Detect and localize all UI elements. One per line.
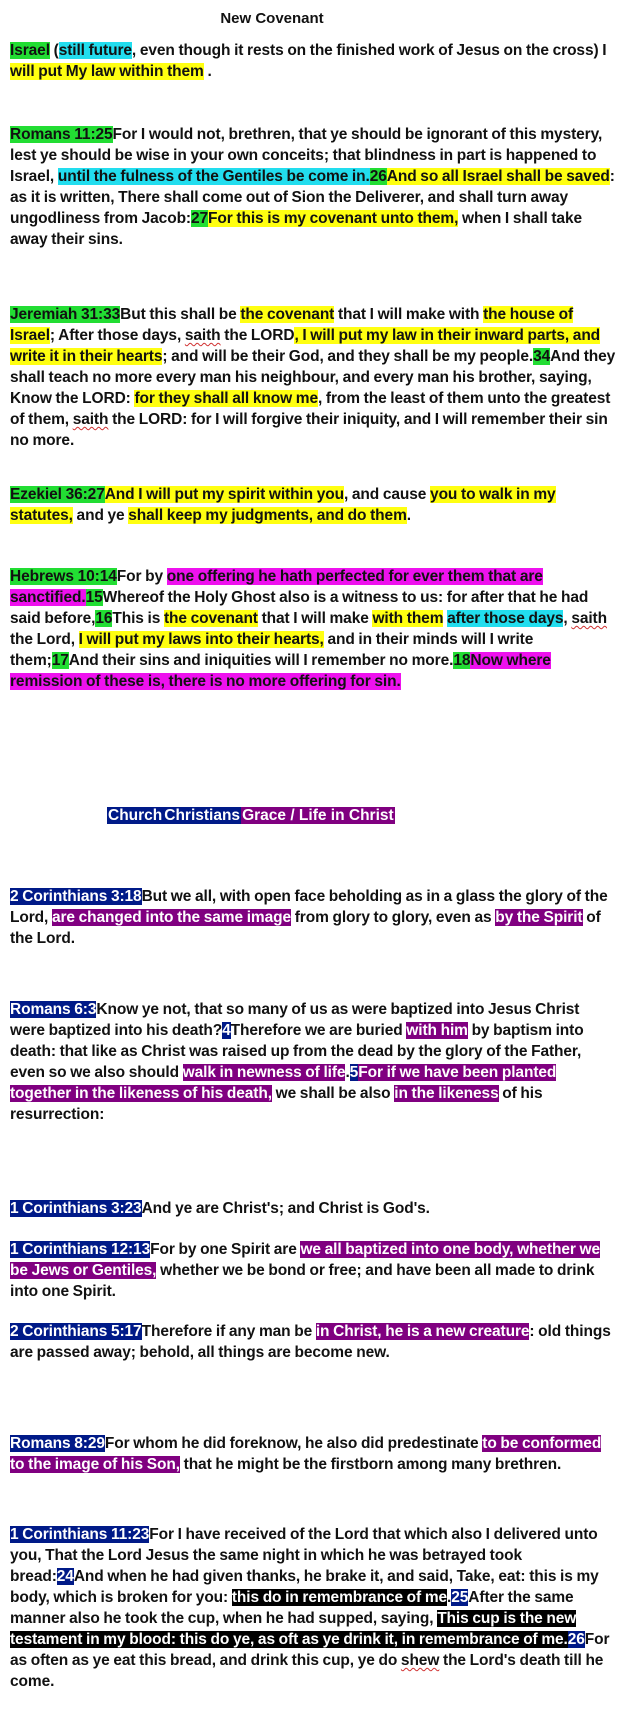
text: For by bbox=[116, 568, 167, 585]
romans-8-29-passage bbox=[10, 1433, 616, 1475]
verse-reference: 2 Corinthians 5:17 bbox=[10, 1323, 142, 1340]
text: Therefore we are buried bbox=[230, 1022, 407, 1039]
highlight: to be conformed to the image of his Son, bbox=[10, 1435, 602, 1473]
text: And their sins and iniquities will I remember no more. bbox=[68, 652, 454, 669]
text: . bbox=[345, 1064, 350, 1081]
text: by baptism into death: that like as Christ was raised up from the dead by the glory of the Father, even so we also should bbox=[10, 1022, 584, 1081]
verse-reference: 1 Corinthians 12:13 bbox=[10, 1241, 151, 1258]
verse-number: 34 bbox=[533, 348, 551, 365]
text: saith bbox=[72, 411, 109, 428]
text: the LORD bbox=[220, 327, 295, 344]
verse-reference: Ezekiel 36:27 bbox=[10, 486, 105, 503]
verse-reference: Romans 6:3 bbox=[10, 1001, 97, 1018]
highlight: And I will put my spirit within you bbox=[104, 486, 344, 503]
text: For I would not, brethren, that ye should be ignorant of this mystery, lest ye should be wise in your own conceits; that blindness in part is happened to Israel, bbox=[10, 126, 603, 185]
highlight: This cup is the new testament in my blood: this do ye, as oft as ye drink it, in remembrance of me. bbox=[10, 1610, 577, 1648]
text: For I have received of the Lord that which also I delivered unto you, That the Lord Jesus the same night in which he was betrayed took bread: bbox=[10, 1526, 598, 1585]
text: ; and will be their God, and they shall be my people. bbox=[162, 348, 534, 365]
verse-number: 17 bbox=[51, 652, 69, 669]
text: that I will make with bbox=[334, 306, 484, 323]
hebrews-10-14-passage bbox=[10, 566, 616, 692]
text: , even though it rests on the finished work of Jesus on the cross) I bbox=[131, 42, 607, 59]
section-heading-christians: Christians bbox=[164, 807, 241, 824]
text: the LORD: for I will forgive their iniquity, and I will remember their sin no more. bbox=[10, 411, 608, 449]
section-heading-church: Church bbox=[108, 807, 163, 824]
verse-reference: 1 Corinthians 3:23 bbox=[10, 1200, 142, 1217]
highlight: in the likeness bbox=[394, 1085, 499, 1102]
text: Know ye not, that so many of us as were baptized into Jesus Christ were baptized into his death? bbox=[10, 1001, 580, 1039]
romans-6-3-passage bbox=[10, 999, 616, 1125]
text: shew bbox=[400, 1652, 440, 1669]
verse-number: 18 bbox=[453, 652, 471, 669]
highlight: will put My law within them bbox=[10, 63, 204, 80]
verse-number: 27 bbox=[191, 210, 209, 227]
verse-number: 24 bbox=[56, 1568, 74, 1585]
highlight: I will put my laws into their hearts, bbox=[78, 631, 324, 648]
highlight: this do in remembrance of me bbox=[231, 1589, 448, 1606]
highlight: the house of Israel bbox=[10, 306, 574, 344]
highlight: with him bbox=[406, 1022, 468, 1039]
highlight: after those days bbox=[447, 610, 564, 627]
highlight: one offering he hath perfected for ever them that are sanctified. bbox=[10, 568, 543, 606]
text: of the Lord. bbox=[10, 909, 601, 947]
verse-number: 5 bbox=[349, 1064, 359, 1081]
text: Therefore if any man be bbox=[141, 1323, 316, 1340]
1-corinthians-11-23-passage bbox=[10, 1524, 616, 1692]
2-corinthians-5-17-passage bbox=[10, 1321, 616, 1363]
text: that I will make bbox=[257, 610, 373, 627]
text: ; After those days, bbox=[49, 327, 185, 344]
text: And when he had given thanks, he brake it, and said, Take, eat: this is my body, which is broken for you: bbox=[10, 1568, 599, 1606]
jeremiah-31-33-passage bbox=[10, 304, 616, 451]
verse-reference: Jeremiah 31:33 bbox=[10, 306, 121, 323]
verse-number: 16 bbox=[95, 610, 113, 627]
highlight: the covenant bbox=[240, 306, 335, 323]
highlight: , I will put my law in their inward parts, and write it in their hearts bbox=[10, 327, 601, 365]
text: of his resurrection: bbox=[10, 1085, 543, 1123]
text: : old things are passed away; behold, all things are become new. bbox=[10, 1323, 611, 1361]
text: For by one Spirit are bbox=[150, 1241, 301, 1258]
text: And ye are Christ's; and Christ is God's. bbox=[141, 1200, 430, 1217]
highlight: with them bbox=[372, 610, 444, 627]
verse-number: 15 bbox=[85, 589, 103, 606]
text: But this shall be bbox=[120, 306, 241, 323]
text: when I shall take away their sins. bbox=[10, 210, 582, 248]
1-corinthians-12-13-passage bbox=[10, 1239, 616, 1302]
text: the Lord's death till he come. bbox=[10, 1652, 604, 1690]
highlight: And so all Israel shall be saved bbox=[386, 168, 610, 185]
israel-intro bbox=[10, 40, 616, 82]
page-title: New Covenant bbox=[220, 10, 324, 27]
highlight: Now where remission of these is, there is no more offering for sin. bbox=[10, 652, 551, 690]
verse-number: 25 bbox=[451, 1589, 469, 1606]
section-heading-grace: Grace / Life in Christ bbox=[242, 807, 394, 824]
verse-reference: Romans 11:25 bbox=[10, 126, 113, 143]
text: For whom he did foreknow, he also did predestinate bbox=[104, 1435, 483, 1452]
verse-reference: 1 Corinthians 11:23 bbox=[10, 1526, 150, 1543]
text: For as often as ye eat this bread, and drink this cup, ye do bbox=[10, 1631, 610, 1669]
highlight: until the fulness of the Gentiles be come in. bbox=[57, 168, 370, 185]
text: , from the least of them unto the greatest of them, bbox=[10, 390, 611, 428]
text: and ye bbox=[72, 507, 129, 524]
highlight: still future bbox=[58, 42, 132, 59]
highlight: we all baptized into one body, whether we be Jews or Gentiles, bbox=[10, 1241, 600, 1279]
section-headings bbox=[107, 805, 395, 826]
highlight: For if we have been planted together in the likeness of his death, bbox=[10, 1064, 557, 1102]
text: . bbox=[447, 1589, 452, 1606]
text: But we all, with open face beholding as in a glass the glory of the Lord, bbox=[10, 888, 608, 926]
highlight: shall keep my judgments, and do them bbox=[128, 507, 407, 524]
highlight: by the Spirit bbox=[495, 909, 583, 926]
verse-number: 4 bbox=[222, 1022, 231, 1039]
highlight: you to walk in my statutes, bbox=[10, 486, 556, 524]
text: And they shall teach no more every man his neighbour, and every man his brother, saying, Know the LORD: bbox=[10, 348, 616, 407]
highlight: the covenant bbox=[163, 610, 258, 627]
highlight: in Christ, he is a new creature bbox=[315, 1323, 530, 1340]
text: whether we be bond or free; and have been all made to drink into one Spirit. bbox=[10, 1262, 595, 1300]
highlight: are changed into the same image bbox=[51, 909, 291, 926]
verse-reference: Hebrews 10:14 bbox=[10, 568, 117, 585]
text: This is bbox=[112, 610, 164, 627]
verse-reference: Romans 8:29 bbox=[10, 1435, 105, 1452]
text: saith bbox=[184, 327, 221, 344]
verse-reference: 2 Corinthians 3:18 bbox=[10, 888, 142, 905]
text: ( bbox=[49, 42, 59, 59]
verse-number: 26 bbox=[567, 1631, 585, 1648]
text: and in their minds will I write them; bbox=[10, 631, 534, 669]
text: we shall be also bbox=[271, 1085, 395, 1102]
text: . bbox=[203, 63, 212, 80]
verse-number: 26 bbox=[369, 168, 387, 185]
romans-11-25-passage bbox=[10, 124, 616, 250]
text: , and cause bbox=[344, 486, 431, 503]
text: from glory to glory, even as bbox=[291, 909, 496, 926]
text: , bbox=[563, 610, 572, 627]
1-corinthians-3-23-passage bbox=[10, 1198, 616, 1219]
text: the Lord, bbox=[10, 631, 79, 648]
highlight: for they shall all know me bbox=[134, 390, 318, 407]
text: After the same manner also he took the cup, when he had supped, saying, bbox=[10, 1589, 574, 1627]
highlight: walk in newness of life bbox=[182, 1064, 346, 1081]
text: Whereof the Holy Ghost also is a witness to us: for after that he had said before, bbox=[10, 589, 589, 627]
ezekiel-36-27-passage bbox=[10, 484, 616, 526]
verse-reference: Israel bbox=[10, 42, 50, 59]
2-corinthians-3-18-passage bbox=[10, 886, 616, 949]
highlight: For this is my covenant unto them, bbox=[208, 210, 459, 227]
text: : as it is written, There shall come out of Sion the Deliverer, and shall turn away ungodliness from Jacob: bbox=[10, 168, 615, 227]
text: saith bbox=[571, 610, 607, 627]
text: . bbox=[406, 507, 411, 524]
text: that he might be the firstborn among many brethren. bbox=[179, 1456, 562, 1473]
